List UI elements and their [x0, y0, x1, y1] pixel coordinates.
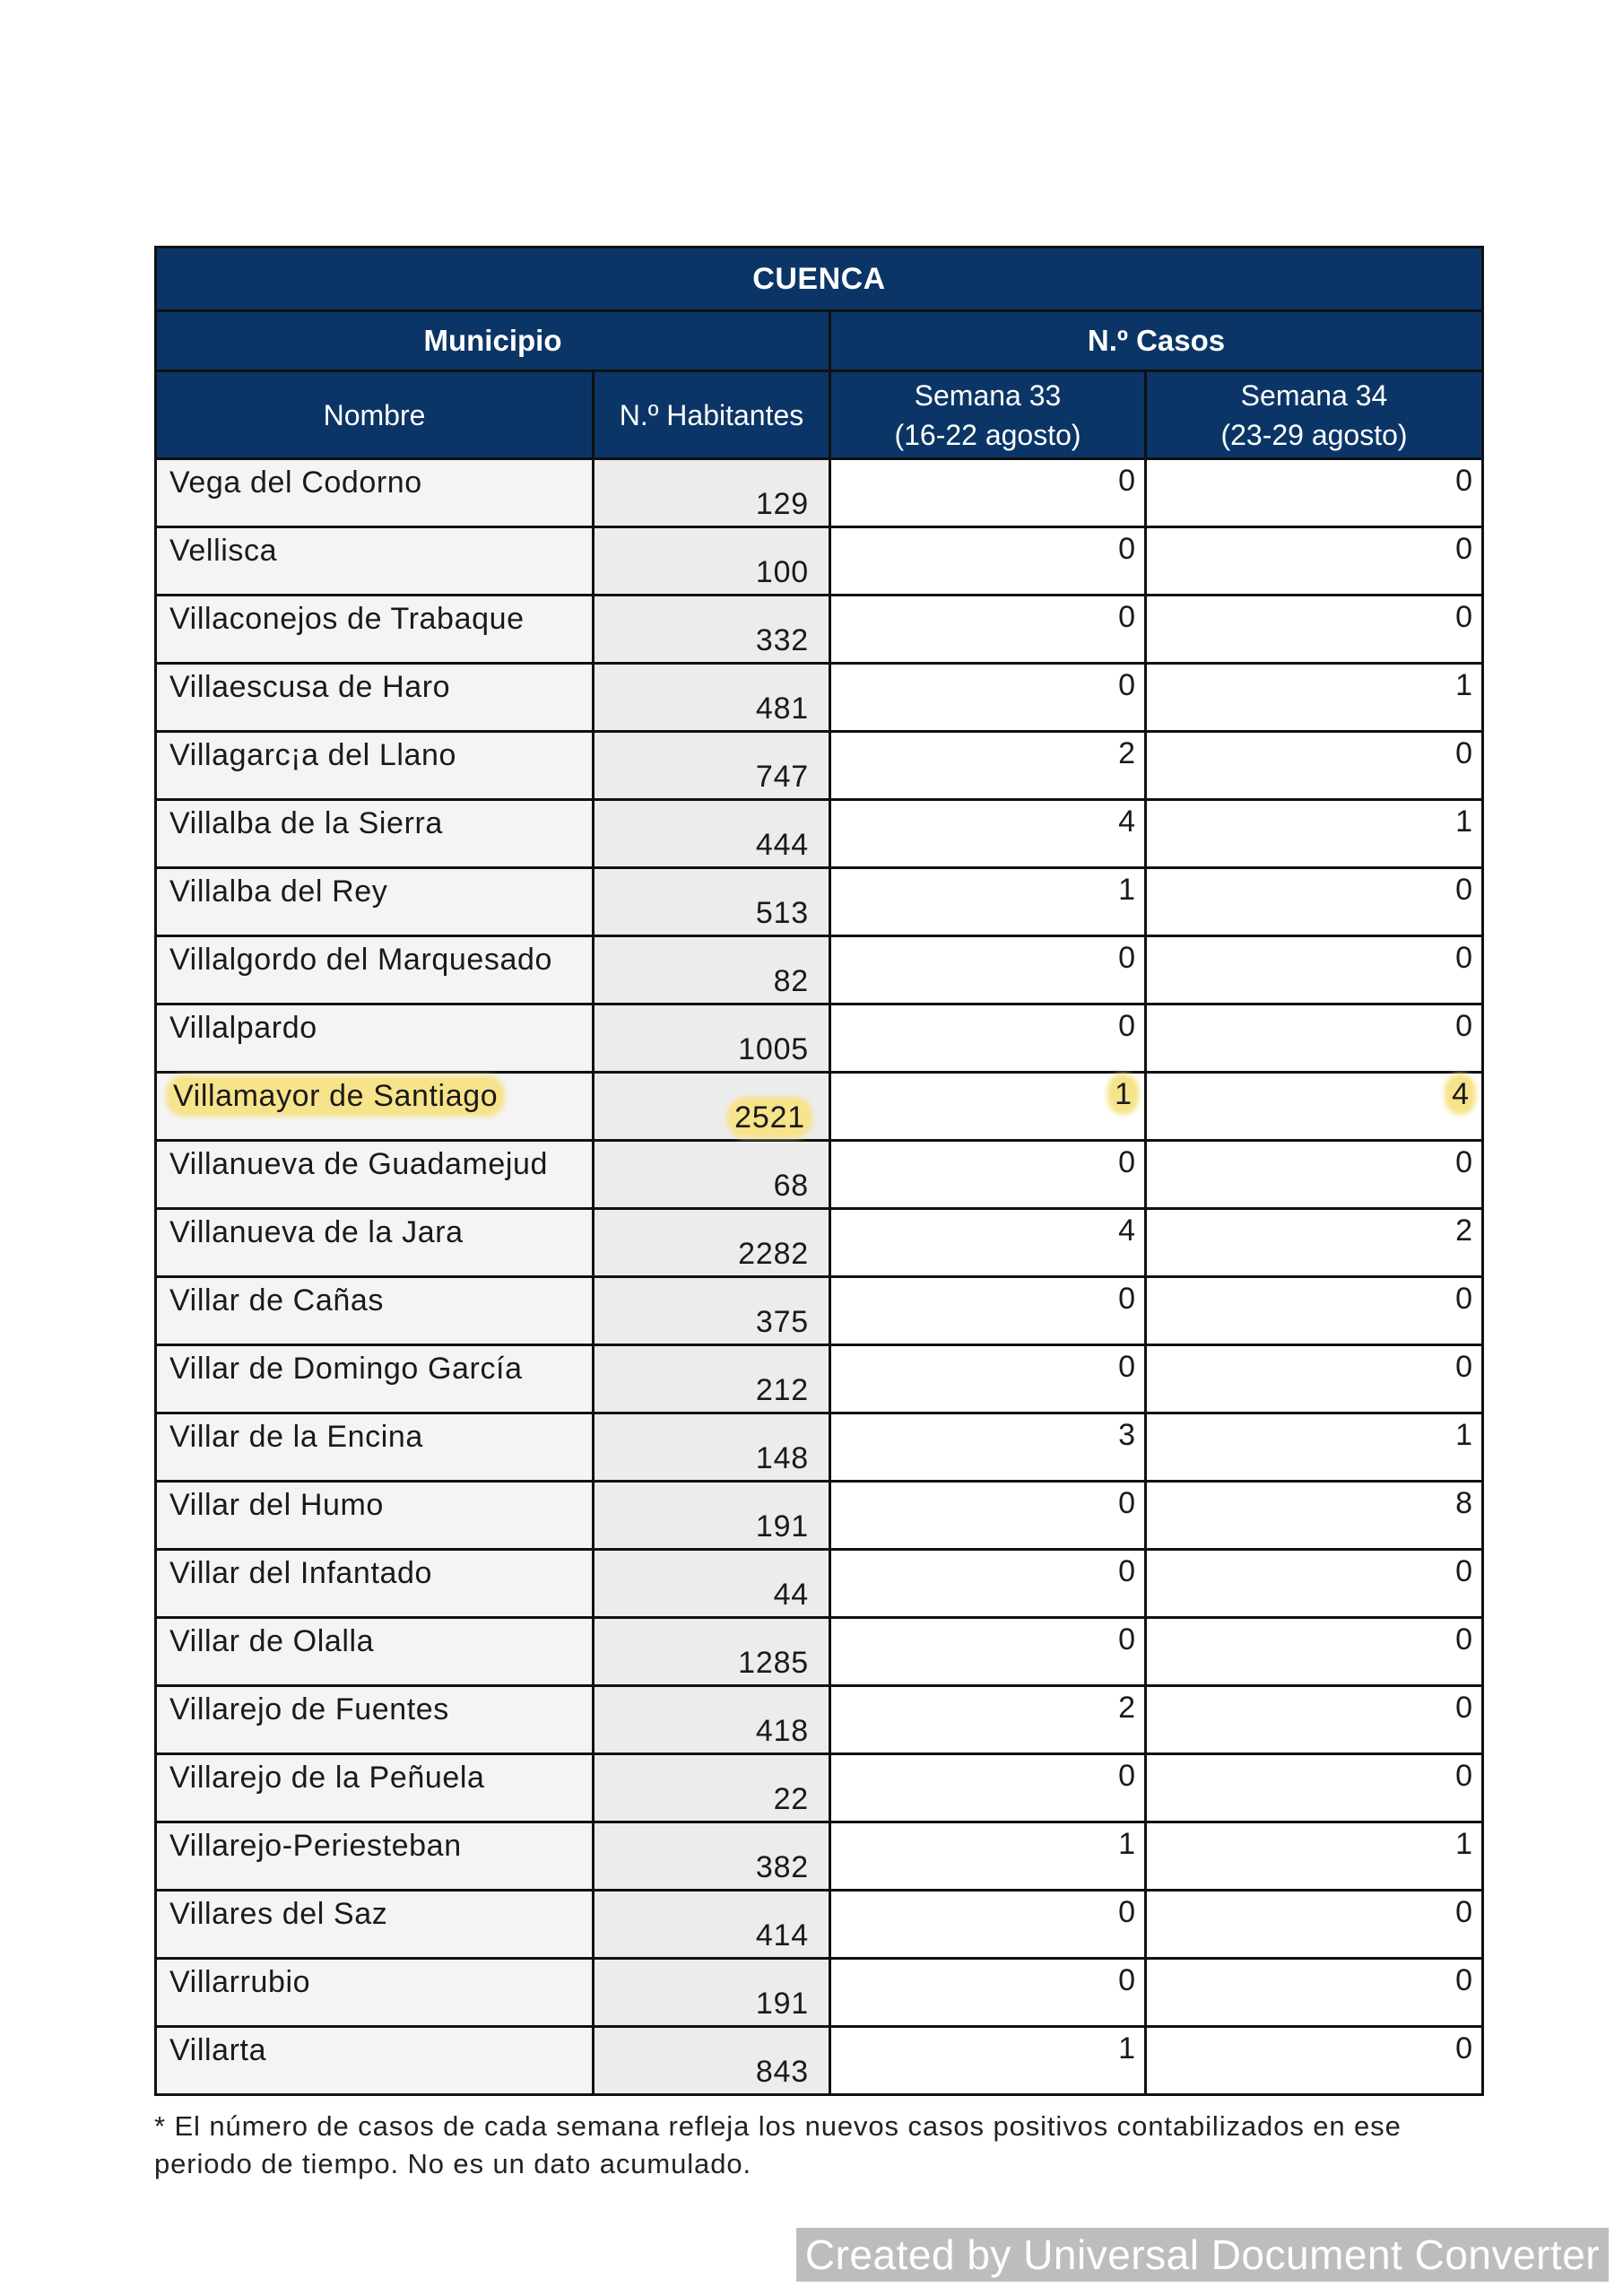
habitantes-value-cell — [594, 1345, 830, 1413]
semana-33-cases-cell — [830, 1959, 1146, 2027]
municipio-name: Villarejo de la Peñuela — [169, 1761, 485, 1795]
municipio-name-cell — [156, 936, 594, 1004]
municipio-name-cell — [156, 527, 594, 596]
semana-34-cases: 0 — [1455, 941, 1473, 975]
municipio-name: Villarejo-Periesteban — [169, 1829, 462, 1863]
semana-34-cases: 0 — [1455, 1145, 1473, 1179]
semana-34-cases-cell — [1146, 596, 1483, 664]
semana-33-cases: 0 — [1118, 1145, 1135, 1179]
semana-33-cases-cell — [830, 1209, 1146, 1277]
municipio-name: Villaescusa de Haro — [169, 670, 451, 704]
table-row — [156, 527, 1483, 596]
municipio-name: Villalpardo — [169, 1011, 317, 1045]
semana-34-cases: 1 — [1455, 1827, 1473, 1861]
semana-34-cases-cell — [1146, 1073, 1483, 1141]
table-row — [156, 2027, 1483, 2095]
table-row — [156, 936, 1483, 1004]
municipio-name: Villamayor de Santiago — [169, 1079, 501, 1113]
semana-33-cases: 0 — [1118, 600, 1135, 634]
semana-33-cases-cell — [830, 664, 1146, 732]
table-row — [156, 1209, 1483, 1277]
semana-33-cases: 0 — [1118, 1963, 1135, 1997]
habitantes-value: 414 — [755, 1918, 809, 1952]
habitantes-value-cell — [594, 1686, 830, 1754]
semana-34-cases-cell — [1146, 1209, 1483, 1277]
semana-33-cases-cell — [830, 1754, 1146, 1822]
semana-33-cases-cell — [830, 936, 1146, 1004]
semana-33-cases-cell — [830, 459, 1146, 527]
semana-34-cases-cell — [1146, 459, 1483, 527]
semana-33-cases: 0 — [1118, 1282, 1135, 1316]
table-row — [156, 1413, 1483, 1482]
habitantes-value: 481 — [755, 691, 809, 726]
table-row — [156, 1345, 1483, 1413]
semana-33-cases-cell — [830, 868, 1146, 936]
municipio-name-cell — [156, 1959, 594, 2027]
column-header-semana-34 — [1146, 371, 1483, 459]
table-row — [156, 1754, 1483, 1822]
semana-34-cases-cell — [1146, 868, 1483, 936]
habitantes-value: 1285 — [738, 1646, 809, 1680]
semana-34-cases: 0 — [1455, 1691, 1473, 1725]
municipio-name: Villarrubio — [169, 1965, 311, 1999]
semana-34-cases: 4 — [1448, 1077, 1472, 1111]
municipio-name-cell — [156, 596, 594, 664]
semana-34-cases-cell — [1146, 732, 1483, 800]
semana-34-cases-cell — [1146, 1482, 1483, 1550]
municipio-name: Villares del Saz — [169, 1897, 388, 1931]
habitantes-value-cell — [594, 868, 830, 936]
municipio-name: Villarta — [169, 2033, 267, 2067]
semana-33-dates: (16-22 agosto) — [894, 418, 1081, 451]
semana-33-cases: 1 — [1111, 1077, 1135, 1111]
semana-33-cases: 0 — [1118, 1895, 1135, 1929]
municipio-name: Villar del Humo — [169, 1488, 384, 1522]
municipio-name: Villarejo de Fuentes — [169, 1692, 449, 1726]
table-row — [156, 1073, 1483, 1141]
semana-33-cases-cell — [830, 1891, 1146, 1959]
habitantes-value: 375 — [755, 1305, 809, 1339]
municipio-name-cell — [156, 1413, 594, 1482]
semana-33-cases: 0 — [1118, 941, 1135, 975]
semana-34-cases: 0 — [1455, 464, 1473, 498]
habitantes-value-cell — [594, 1277, 830, 1345]
habitantes-value-cell — [594, 800, 830, 868]
semana-34-cases: 0 — [1455, 1009, 1473, 1043]
semana-34-cases: 0 — [1455, 1554, 1473, 1588]
semana-34-cases-cell — [1146, 1959, 1483, 2027]
habitantes-value: 212 — [755, 1373, 809, 1407]
municipio-name-cell — [156, 1141, 594, 1209]
habitantes-value: 513 — [755, 896, 809, 930]
cuenca-cases-table — [154, 246, 1484, 2096]
habitantes-value: 82 — [773, 964, 809, 998]
semana-33-cases-cell — [830, 1073, 1146, 1141]
municipio-name-cell — [156, 1482, 594, 1550]
semana-34-cases-cell — [1146, 936, 1483, 1004]
semana-34-cases: 1 — [1455, 804, 1473, 839]
habitantes-value: 843 — [755, 2055, 809, 2089]
municipio-name-cell — [156, 732, 594, 800]
group-header-municipio: Municipio — [156, 311, 830, 371]
semana-33-label: Semana 33 — [914, 378, 1062, 412]
municipio-name-cell — [156, 459, 594, 527]
semana-33-cases: 1 — [1118, 1827, 1135, 1861]
municipio-name: Villanueva de la Jara — [169, 1215, 464, 1249]
semana-33-cases: 1 — [1118, 873, 1135, 907]
habitantes-value: 100 — [755, 555, 809, 589]
footnote: * El número de casos de cada semana refleja los nuevos casos positivos contabilizados en ese periodo de tiempo. No es un dato acumulado. — [154, 2110, 1402, 2179]
habitantes-value-cell — [594, 664, 830, 732]
municipio-name-cell — [156, 1618, 594, 1686]
group-header-casos: N.º Casos — [830, 311, 1483, 371]
cuenca-table-container — [154, 246, 1481, 2096]
municipio-name-cell — [156, 1073, 594, 1141]
habitantes-value: 148 — [755, 1441, 809, 1475]
semana-33-cases: 0 — [1118, 1759, 1135, 1793]
semana-34-cases-cell — [1146, 1822, 1483, 1891]
habitantes-value-cell — [594, 1073, 830, 1141]
habitantes-value: 129 — [755, 487, 809, 521]
municipio-name: Villaconejos de Trabaque — [169, 602, 525, 636]
habitantes-value-cell — [594, 1754, 830, 1822]
table-row — [156, 1891, 1483, 1959]
habitantes-value-cell — [594, 527, 830, 596]
table-row — [156, 664, 1483, 732]
semana-33-cases-cell — [830, 1550, 1146, 1618]
municipio-name-cell — [156, 1686, 594, 1754]
municipio-name: Villalgordo del Marquesado — [169, 943, 553, 977]
habitantes-value: 382 — [755, 1850, 809, 1884]
table-row — [156, 1618, 1483, 1686]
semana-34-cases: 0 — [1455, 736, 1473, 770]
habitantes-value-cell — [594, 936, 830, 1004]
habitantes-value: 2282 — [738, 1237, 809, 1271]
semana-34-cases-cell — [1146, 1413, 1483, 1482]
municipio-name: Villalba del Rey — [169, 874, 388, 909]
semana-34-cases: 1 — [1455, 668, 1473, 702]
municipio-name: Villar de Cañas — [169, 1283, 384, 1318]
table-row — [156, 459, 1483, 527]
semana-33-cases: 0 — [1118, 1622, 1135, 1657]
semana-33-cases: 0 — [1118, 1554, 1135, 1588]
habitantes-value-cell — [594, 459, 830, 527]
municipio-name-cell — [156, 1004, 594, 1073]
table-row — [156, 1141, 1483, 1209]
converter-watermark: Created by Universal Document Converter — [796, 2228, 1609, 2282]
municipio-name-cell — [156, 2027, 594, 2095]
semana-33-cases-cell — [830, 527, 1146, 596]
habitantes-value-cell — [594, 1482, 830, 1550]
habitantes-value: 2521 — [731, 1100, 809, 1135]
column-header-nombre: Nombre — [156, 371, 594, 459]
habitantes-value: 191 — [755, 1987, 809, 2021]
semana-34-cases-cell — [1146, 1004, 1483, 1073]
semana-34-cases-cell — [1146, 1345, 1483, 1413]
table-row — [156, 1959, 1483, 2027]
semana-34-cases-cell — [1146, 1618, 1483, 1686]
habitantes-value-cell — [594, 732, 830, 800]
habitantes-value: 747 — [755, 760, 809, 794]
habitantes-value-cell — [594, 2027, 830, 2095]
municipio-name-cell — [156, 868, 594, 936]
municipio-name-cell — [156, 1550, 594, 1618]
semana-34-cases: 0 — [1455, 1282, 1473, 1316]
habitantes-value-cell — [594, 1618, 830, 1686]
habitantes-value: 332 — [755, 623, 809, 657]
semana-33-cases: 0 — [1118, 1486, 1135, 1520]
habitantes-value-cell — [594, 1891, 830, 1959]
semana-34-cases: 0 — [1455, 2031, 1473, 2066]
semana-33-cases-cell — [830, 1618, 1146, 1686]
habitantes-value-cell — [594, 1004, 830, 1073]
semana-33-cases-cell — [830, 1413, 1146, 1482]
table-row — [156, 732, 1483, 800]
semana-34-cases-cell — [1146, 2027, 1483, 2095]
habitantes-value-cell — [594, 1822, 830, 1891]
semana-33-cases-cell — [830, 732, 1146, 800]
semana-34-dates: (23-29 agosto) — [1220, 418, 1408, 451]
semana-33-cases: 0 — [1118, 1350, 1135, 1384]
semana-33-cases: 2 — [1118, 1691, 1135, 1725]
semana-33-cases-cell — [830, 2027, 1146, 2095]
table-row — [156, 1004, 1483, 1073]
semana-33-cases-cell — [830, 800, 1146, 868]
semana-34-cases-cell — [1146, 1141, 1483, 1209]
habitantes-value: 444 — [755, 828, 809, 862]
table-row — [156, 596, 1483, 664]
municipio-name-cell — [156, 1891, 594, 1959]
habitantes-value: 22 — [773, 1782, 809, 1816]
table-row — [156, 1822, 1483, 1891]
municipio-name: Villar de la Encina — [169, 1420, 423, 1454]
municipio-name-cell — [156, 800, 594, 868]
municipio-name-cell — [156, 664, 594, 732]
table-row — [156, 1482, 1483, 1550]
semana-34-cases: 8 — [1455, 1486, 1473, 1520]
municipio-name-cell — [156, 1277, 594, 1345]
semana-34-cases: 0 — [1455, 1350, 1473, 1384]
municipio-name: Villar de Olalla — [169, 1624, 375, 1658]
municipio-name: Vellisca — [169, 534, 278, 568]
semana-33-cases: 0 — [1118, 532, 1135, 566]
table-row — [156, 868, 1483, 936]
semana-33-cases: 3 — [1118, 1418, 1135, 1452]
semana-33-cases: 0 — [1118, 464, 1135, 498]
habitantes-value: 418 — [755, 1714, 809, 1748]
semana-33-cases-cell — [830, 1822, 1146, 1891]
semana-33-cases-cell — [830, 596, 1146, 664]
semana-34-cases: 0 — [1455, 532, 1473, 566]
semana-34-cases-cell — [1146, 1277, 1483, 1345]
table-row — [156, 1550, 1483, 1618]
semana-33-cases: 0 — [1118, 668, 1135, 702]
semana-33-cases: 4 — [1118, 804, 1135, 839]
column-header-semana-33 — [830, 371, 1146, 459]
semana-34-cases: 0 — [1455, 1895, 1473, 1929]
habitantes-value: 191 — [755, 1509, 809, 1544]
semana-33-cases-cell — [830, 1277, 1146, 1345]
municipio-name: Villanueva de Guadamejud — [169, 1147, 549, 1181]
table-row — [156, 1686, 1483, 1754]
semana-34-cases-cell — [1146, 1754, 1483, 1822]
semana-33-cases-cell — [830, 1004, 1146, 1073]
habitantes-value: 68 — [773, 1169, 809, 1203]
municipio-name-cell — [156, 1754, 594, 1822]
semana-33-cases-cell — [830, 1141, 1146, 1209]
habitantes-value-cell — [594, 1413, 830, 1482]
habitantes-value-cell — [594, 1209, 830, 1277]
semana-33-cases: 0 — [1118, 1009, 1135, 1043]
semana-33-cases: 1 — [1118, 2031, 1135, 2066]
semana-33-cases-cell — [830, 1482, 1146, 1550]
municipio-name: Villar del Infantado — [169, 1556, 433, 1590]
semana-33-cases: 2 — [1118, 736, 1135, 770]
municipio-name: Villagarc¡a del Llano — [169, 738, 457, 772]
semana-34-cases-cell — [1146, 527, 1483, 596]
municipio-name-cell — [156, 1209, 594, 1277]
municipio-name: Villalba de la Sierra — [169, 806, 443, 840]
semana-33-cases-cell — [830, 1345, 1146, 1413]
habitantes-value-cell — [594, 1959, 830, 2027]
semana-34-cases-cell — [1146, 664, 1483, 732]
table-title: CUENCA — [156, 248, 1483, 311]
semana-34-cases: 0 — [1455, 873, 1473, 907]
table-row — [156, 1277, 1483, 1345]
semana-33-cases: 4 — [1118, 1213, 1135, 1248]
habitantes-value: 1005 — [738, 1032, 809, 1066]
municipio-name: Villar de Domingo García — [169, 1352, 523, 1386]
column-header-habitantes: N.º Habitantes — [594, 371, 830, 459]
habitantes-value-cell — [594, 596, 830, 664]
habitantes-value: 44 — [773, 1578, 809, 1612]
table-row — [156, 800, 1483, 868]
semana-34-cases: 2 — [1455, 1213, 1473, 1248]
semana-34-cases: 0 — [1455, 1622, 1473, 1657]
semana-34-cases: 0 — [1455, 1759, 1473, 1793]
semana-34-cases-cell — [1146, 1686, 1483, 1754]
semana-34-cases: 0 — [1455, 600, 1473, 634]
municipio-name-cell — [156, 1345, 594, 1413]
habitantes-value-cell — [594, 1141, 830, 1209]
table-body — [156, 459, 1483, 2095]
semana-34-label: Semana 34 — [1240, 378, 1388, 412]
municipio-name-cell — [156, 1822, 594, 1891]
semana-34-cases: 1 — [1455, 1418, 1473, 1452]
habitantes-value-cell — [594, 1550, 830, 1618]
semana-34-cases-cell — [1146, 1550, 1483, 1618]
municipio-name: Vega del Codorno — [169, 465, 422, 500]
semana-34-cases: 0 — [1455, 1963, 1473, 1997]
semana-34-cases-cell — [1146, 800, 1483, 868]
semana-33-cases-cell — [830, 1686, 1146, 1754]
semana-34-cases-cell — [1146, 1891, 1483, 1959]
